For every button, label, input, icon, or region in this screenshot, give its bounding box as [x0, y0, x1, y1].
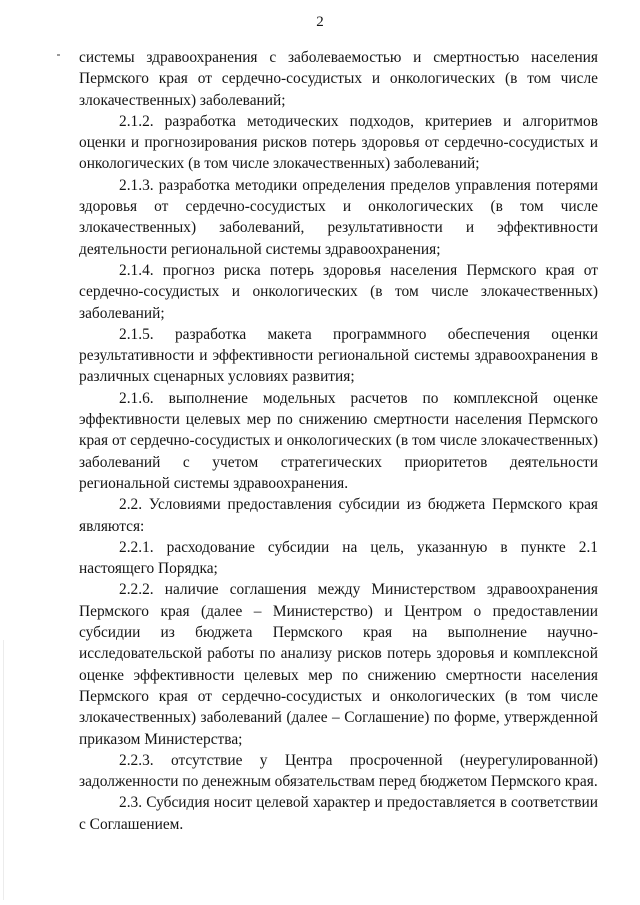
paragraph-2-1-3: 2.1.3. разработка методики определения пределов управления потерями здоровья от сердечно-сосудистых и онкологических (в том числе злокачественных) заболеваний, результативности и эффективности деятельности региональной системы здравоохранения;: [79, 176, 598, 258]
paragraph-2-2-2: 2.2.2. наличие соглашения между Министерством здравоохранения Пермского края (далее – Министерство) и Центром о предоставлении субсидии из бюджета Пермского края на выполнение научно-исследовательской работы по анализу рисков потерь здоровья и комплексной оценке эффективности целевых мер по снижению смертности населения Пермского края от сердечно-сосудистых и онкологических (в том числе злокачественных) заболеваний (далее – Соглашение) по форме, утвержденной приказом Министерства;: [79, 581, 598, 748]
paragraph-2-1-2: 2.1.2. разработка методических подходов, критериев и алгоритмов оценки и прогнозирования рисков потерь здоровья от сердечно-сосудистых и онкологических (в том числе злокачественных) заболеваний;: [79, 112, 598, 173]
paragraph-2-2-3: 2.2.3. отсутствие у Центра просроченной (неурегулированной) задолженности по денежным обязательствам перед бюджетом Пермского края.: [79, 751, 598, 791]
paragraph-2-1-4: 2.1.4. прогноз риска потерь здоровья населения Пермского края от сердечно-сосудистых и онкологических (в том числе злокачественных) заболеваний;: [79, 261, 598, 322]
scan-artifact: [57, 54, 60, 56]
page-number: 2: [316, 14, 324, 30]
paragraph-2-2: 2.2. Условиями предоставления субсидии из бюджета Пермского края являются:: [79, 496, 598, 535]
paragraph-2-3: 2.3. Субсидия носит целевой характер и предоставляется в соответствии с Соглашением.: [79, 794, 598, 833]
paragraph-continuation: системы здравоохранения с заболеваемостью и смертностью населения Пермского края от сердечно-сосудистых и онкологических (в том числе злокачественных) заболеваний;: [79, 49, 598, 109]
paragraph-2-2-1: 2.2.1. расходование субсидии на цель, указанную в пункте 2.1 настоящего Порядка;: [79, 538, 598, 578]
document-body: [79, 47, 598, 835]
paragraph-2-1-6: 2.1.6. выполнение модельных расчетов по комплексной оценке эффективности целевых мер по снижению смертности населения Пермского края от сердечно-сосудистых и онкологических (в том числе злокачественных) заболеваний с учетом стратегических приоритетов деятельности региональной системы здравоохранения.: [79, 389, 598, 492]
paragraph-2-1-5: 2.1.5. разработка макета программного обеспечения оценки результативности и эффективности региональной системы здравоохранения в различных сценарных условиях развития;: [79, 325, 598, 386]
scan-edge-shadow: [3, 640, 4, 900]
